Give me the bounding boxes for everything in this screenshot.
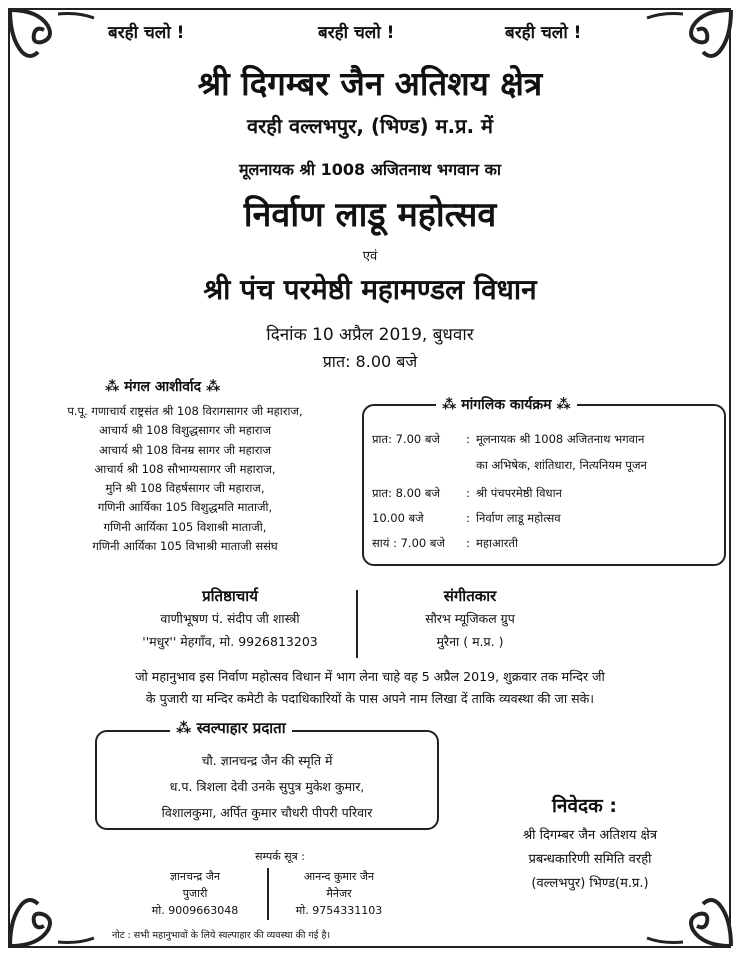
refreshment-list	[95, 748, 439, 826]
program-row-time: सायं : 7.00 बजे	[372, 536, 445, 550]
flourish-icon: ⁂	[176, 719, 197, 737]
and-label: एवं	[362, 249, 378, 264]
contact-divider	[267, 868, 269, 920]
vidhan-title: श्री पंच परमेष्ठी महामण्डल विधान	[203, 273, 537, 306]
program-row-desc: श्री पंचपरमेष्ठी विधान	[476, 486, 562, 500]
contact-right	[274, 868, 404, 919]
contact-role: पुजारी	[182, 887, 208, 900]
program-row-time: प्रात: 7.00 बजे	[372, 432, 440, 446]
flourish-icon: ⁂	[551, 397, 571, 413]
refreshment-heading-text: स्वल्पाहार प्रदाता	[196, 719, 286, 737]
slogan: बरही चलो !	[318, 23, 395, 43]
blessing-line: आचार्य श्री 108 विशुद्धसागर जी महाराज	[98, 423, 272, 438]
blessing-line: आचार्य श्री 108 सौभाग्यसागर जी महाराज,	[94, 461, 276, 476]
blessings-heading-text: मंगल आशीर्वाद	[124, 379, 202, 395]
program-row-sep: :	[466, 432, 470, 446]
contact-role: मैनेजर	[326, 887, 352, 900]
blessing-line: गणिनी आर्यिका 105 विशाश्री माताजी,	[103, 519, 267, 534]
sangeetkar-name: सौरभ म्यूजिकल ग्रुप	[425, 611, 515, 626]
contact-name: आनन्द कुमार जैन	[303, 870, 375, 883]
blessing-line: मुनि श्री 108 विहर्षसागर जी महाराज,	[105, 481, 265, 496]
mulnayak-line: मूलनायक श्री 1008 अजितनाथ भगवान का	[238, 160, 502, 179]
program-row-sep: :	[466, 486, 470, 500]
refreshment-line: ध.प. त्रिशला देवी उनके सुपुत्र मुकेश कुमार,	[169, 779, 365, 794]
program-row-desc: निर्वाण लाडू महोत्सव	[476, 511, 561, 525]
program-row-desc: का अभिषेक, शांतिधारा, नित्यनियम पूजन	[476, 458, 647, 472]
location-line: वरही वल्लभपुर, (भिण्ड) म.प्र. में	[246, 114, 494, 138]
contact-name: ज्ञानचन्द्र जैन	[170, 870, 220, 883]
section-divider	[356, 590, 358, 658]
footnote: नोट : सभी महानुभावों के लिये स्वल्पाहार की व्यवस्था की गई है।	[112, 930, 331, 941]
notice-line: के पुजारी या मन्दिर कमेटी के पदाधिकारियों के पास अपने नाम लिखा दें ताकि व्यवस्था की जा सके।	[145, 691, 595, 706]
program-row-sep: :	[466, 511, 470, 525]
program-row-desc: महाआरती	[476, 536, 518, 550]
slogan: बरही चलो !	[505, 23, 582, 43]
contact-left	[130, 868, 260, 919]
nivedak-line: (वल्लभपुर) भिण्ड(म.प्र.)	[531, 876, 649, 891]
blessing-line: आचार्य श्री 108 विनम्र सागर जी महाराज	[99, 442, 271, 457]
program-row-time: 10.00 बजे	[372, 511, 424, 525]
flourish-icon: ⁂	[105, 379, 125, 395]
contact-phone: मो. 9754331103	[295, 904, 383, 917]
temple-title: श्री दिगम्बर जैन अतिशय क्षेत्र	[197, 64, 543, 103]
blessings-heading	[105, 377, 220, 396]
notice-line: जो महानुभाव इस निर्वाण महोत्सव विधान में भाग लेना चाहे वह 5 अप्रैल 2019, शुक्रवार तक मन्दिर जी	[135, 669, 605, 684]
event-date: दिनांक 10 अप्रैल 2019, बुधवार	[266, 325, 474, 345]
pratishthacharya-name: वाणीभूषण पं. संदीप जी शास्त्री	[160, 611, 300, 626]
sangeetkar-heading: संगीतकार	[443, 587, 497, 605]
slogan: बरही चलो !	[108, 23, 185, 43]
refreshment-line: चौ. ज्ञानचन्द्र जैन की स्मृति में	[201, 753, 333, 768]
contact-heading: सम्पर्क सूत्र :	[255, 850, 305, 863]
flourish-icon: ⁂	[442, 397, 462, 413]
blessings-list	[22, 402, 348, 556]
program-heading	[436, 395, 577, 414]
refreshment-heading	[170, 718, 292, 738]
blessing-line: प.पू. गणाचार्य राष्ट्रसंत श्री 108 विरागसागर जी महाराज,	[67, 404, 303, 418]
refreshment-line: विशालकुमा, अर्पित कुमार चौधरी पीपरी परिवार	[161, 805, 373, 820]
corner-ornament-icon	[8, 888, 98, 948]
contact-phone: मो. 9009663048	[151, 904, 239, 917]
nivedak-list	[480, 824, 700, 896]
event-time: प्रात: 8.00 बजे	[322, 352, 418, 371]
nivedak-line: श्री दिगम्बर जैन अतिशय क्षेत्र	[522, 828, 658, 843]
sangeetkar-place: मुरैना ( म.प्र. )	[436, 634, 504, 649]
pratishthacharya-heading: प्रतिष्ठाचार्य	[202, 587, 258, 605]
nivedak-line: प्रबन्धकारिणी समिति वरही	[528, 852, 652, 867]
program-row-desc: मूलनायक श्री 1008 अजितनाथ भगवान	[476, 432, 645, 446]
nivedak-heading: निवेदक :	[552, 795, 617, 817]
corner-ornament-icon	[8, 8, 98, 68]
flourish-icon: ⁂	[201, 379, 221, 395]
blessing-line: गणिनी आर्यिका 105 विशुद्धमति माताजी,	[97, 500, 273, 515]
blessing-line: गणिनी आर्यिका 105 विभाश्री माताजी ससंघ	[92, 539, 278, 554]
event-title: निर्वाण लाडू महोत्सव	[243, 195, 497, 235]
program-heading-text: मांगलिक कार्यक्रम	[461, 397, 552, 413]
program-row-time: प्रात: 8.00 बजे	[372, 486, 440, 500]
corner-ornament-icon	[643, 888, 733, 948]
pratishthacharya-contact: ''मधुर'' मेहगाँव, मो. 9926813203	[142, 634, 318, 649]
program-row-sep: :	[466, 536, 470, 550]
corner-ornament-icon	[643, 8, 733, 68]
